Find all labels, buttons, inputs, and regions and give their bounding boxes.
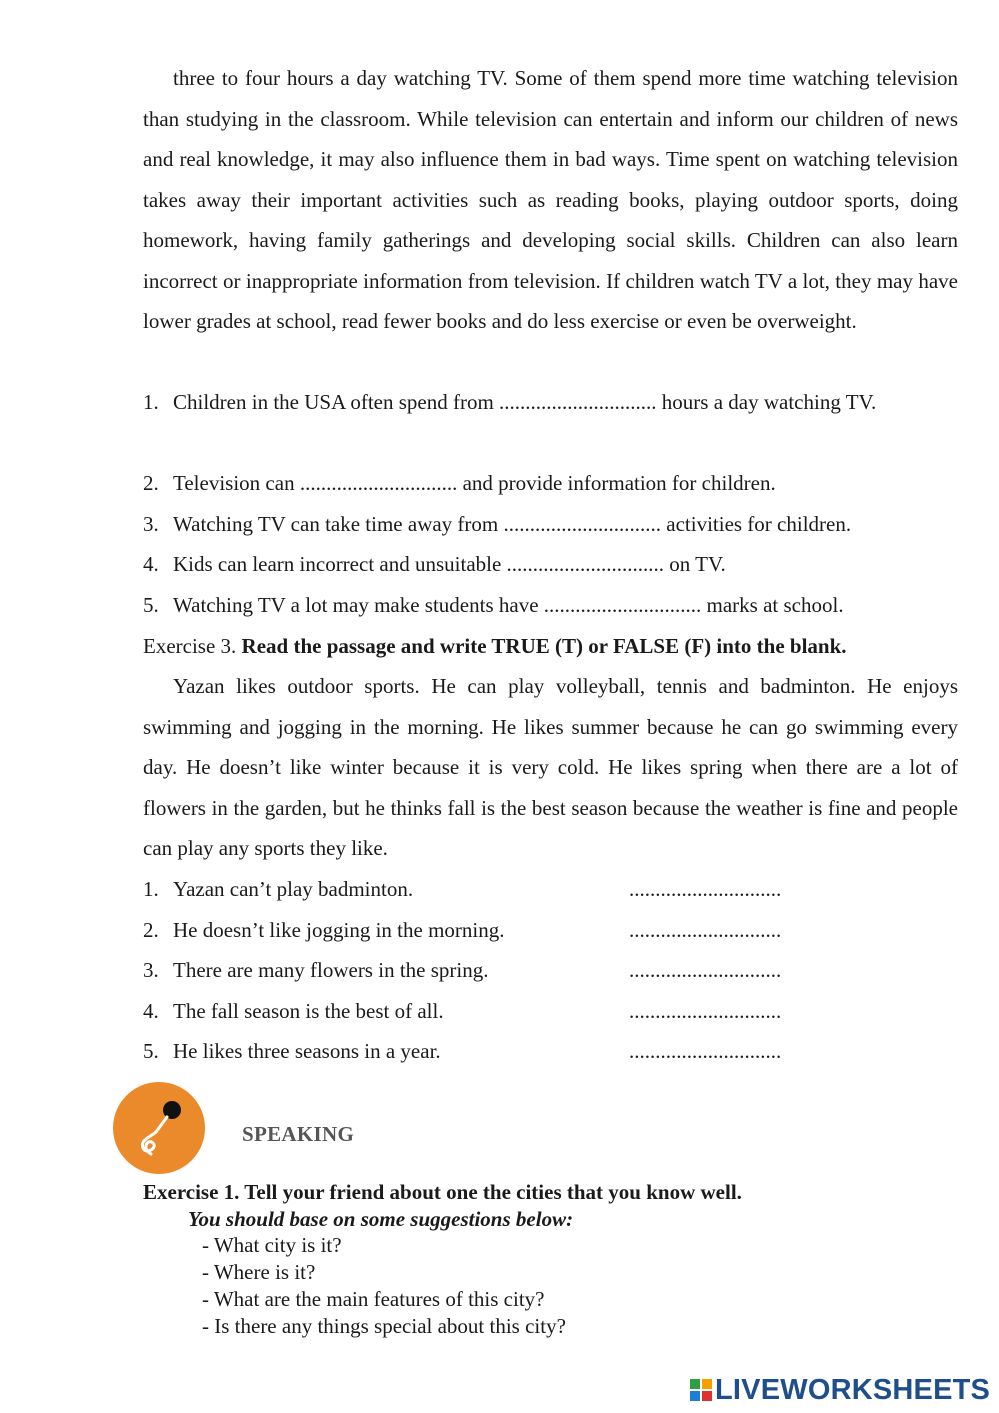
exercise-3-title xyxy=(143,626,847,666)
question-text: Watching TV can take time away from .............................. activities for children. xyxy=(173,512,852,536)
tf-statement-2 xyxy=(143,910,843,950)
microphone-icon xyxy=(113,1082,205,1174)
liveworksheets-logo xyxy=(690,1374,990,1406)
completion-question-4 xyxy=(143,544,958,585)
tf-statement-4 xyxy=(143,991,843,1031)
logo-mark-icon xyxy=(690,1379,712,1401)
statement-text: There are many flowers in the spring. xyxy=(173,958,489,982)
exercise-3-passage: Yazan likes outdoor sports. He can play volleyball, tennis and badminton. He enjoys swimming and jogging in the morning. He likes summer because he can go swimming every day. He doesn’t like winter because it is very cold. He likes spring when there are a lot of flowers in the garden, but he thinks fall is the best season because the weather is fine and people can play any sports they like. xyxy=(143,674,958,860)
answer-blank[interactable]: ............................. xyxy=(629,958,782,982)
answer-blank[interactable]: ............................. xyxy=(629,999,782,1023)
tf-statement-3 xyxy=(143,950,843,990)
question-text: Kids can learn incorrect and unsuitable .............................. on TV. xyxy=(173,552,726,576)
question-text: Watching TV a lot may make students have .............................. marks at school. xyxy=(173,593,844,617)
completion-question-3 xyxy=(143,504,958,545)
completion-question-2 xyxy=(143,463,958,504)
statement-text: He likes three seasons in a year. xyxy=(173,1039,441,1063)
statement-text: The fall season is the best of all. xyxy=(173,999,444,1023)
question-text: Children in the USA often spend from .............................. hours a day watching TV. xyxy=(173,390,877,414)
speaking-heading: SPEAKING xyxy=(242,1122,355,1146)
statement-number: 1. xyxy=(143,877,159,901)
completion-question-5 xyxy=(143,585,958,626)
suggestion-item: - Where is it? xyxy=(202,1260,316,1284)
statement-number: 5. xyxy=(143,1039,159,1063)
question-number: 3. xyxy=(143,512,159,536)
reading-passage: three to four hours a day watching TV. Some of them spend more time watching television than studying in the classroom. While television can entertain and inform our children of news and real knowledge, it may also influence them in bad ways. Time spent on watching television takes away their important activities such as reading books, playing outdoor sports, doing homework, having family gatherings and developing social skills. Children can also learn incorrect or inappropriate information from television. If children watch TV a lot, they may have lower grades at school, read fewer books and do less exercise or even be overweight. xyxy=(143,66,958,333)
question-number: 5. xyxy=(143,593,159,617)
suggestion-list xyxy=(202,1232,566,1340)
logo-text: LIVEWORKSHEETS xyxy=(715,1373,991,1406)
suggestion-item: - Is there any things special about this city? xyxy=(202,1314,566,1338)
suggestion-item: - What city is it? xyxy=(202,1233,342,1257)
exercise-label: Exercise 3. xyxy=(143,634,237,658)
statement-number: 4. xyxy=(143,999,159,1023)
question-text: Television can .............................. and provide information for children. xyxy=(173,471,776,495)
speaking-exercise-1-title: Exercise 1. Tell your friend about one the cities that you know well. xyxy=(143,1180,742,1204)
question-number: 4. xyxy=(143,552,159,576)
completion-question-1 xyxy=(143,382,958,423)
statement-number: 3. xyxy=(143,958,159,982)
exercise-instruction: Read the passage and write TRUE (T) or FALSE (F) into the blank. xyxy=(241,634,847,658)
suggestion-item: - What are the main features of this city? xyxy=(202,1287,545,1311)
answer-blank[interactable]: ............................. xyxy=(629,877,782,901)
statement-text: Yazan can’t play badminton. xyxy=(173,877,414,901)
suggestion-intro: You should base on some suggestions below: xyxy=(188,1207,574,1231)
tf-statement-5 xyxy=(143,1031,843,1071)
statement-number: 2. xyxy=(143,918,159,942)
answer-blank[interactable]: ............................. xyxy=(629,1039,782,1063)
statement-text: He doesn’t like jogging in the morning. xyxy=(173,918,505,942)
tf-statement-1 xyxy=(143,869,843,909)
question-number: 1. xyxy=(143,390,159,414)
question-number: 2. xyxy=(143,471,159,495)
answer-blank[interactable]: ............................. xyxy=(629,918,782,942)
